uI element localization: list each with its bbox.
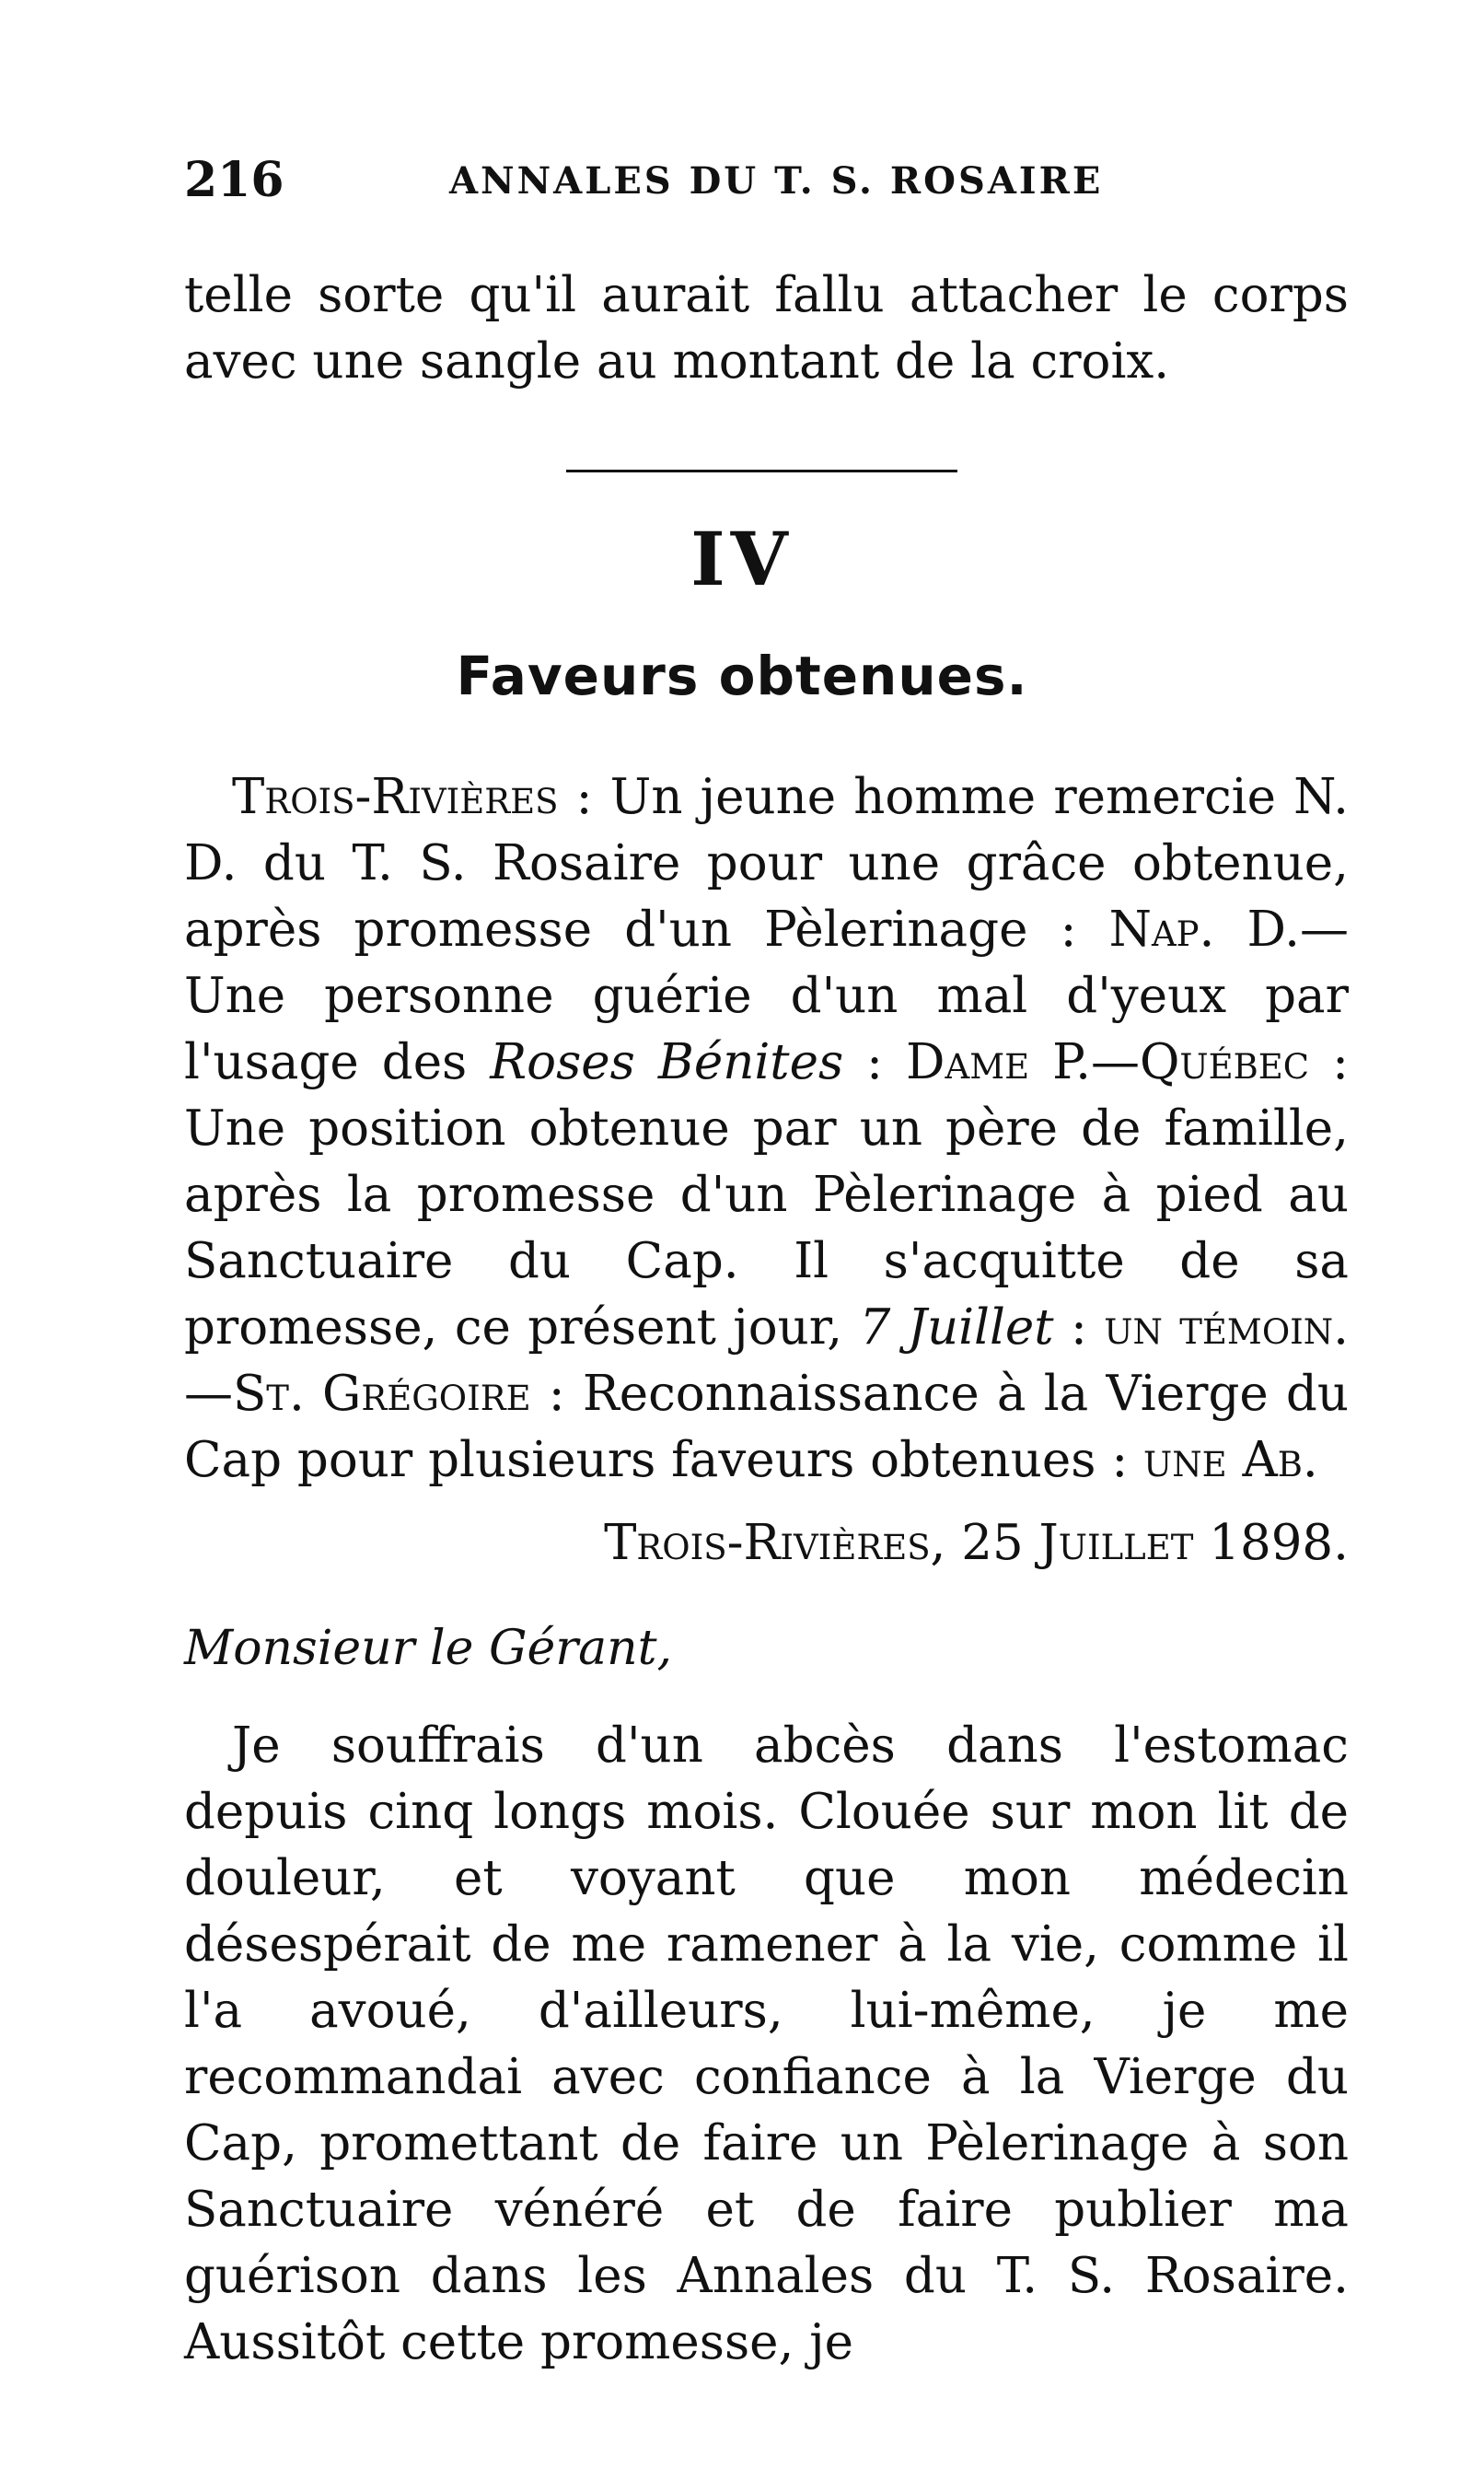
favor-4-text: : Reconnaissance à la Vierge du Cap pour plusieurs faveurs obtenues : [184,1366,1349,1488]
running-title: ANNALES DU T. S. ROSAIRE [449,159,1104,203]
place-quebec: —Québec [1090,1034,1310,1090]
favor-2-after: : [843,1034,907,1090]
favor-1-signature: Nap. D. [1108,902,1300,958]
section-number: IV [690,516,794,602]
favor-2-text: —Une personne guérie d'un mal d'yeux par l'usage des [184,902,1349,1090]
letter-salutation: Monsieur le Gérant, [184,1621,673,1676]
letter-dateline: Trois-Rivières, 25 Juillet 1898. [604,1515,1349,1571]
letter-body-paragraph [184,1713,1349,2376]
place-trois-rivieres: Trois-Rivières [232,769,559,825]
favor-2-italic: Roses Bénites [490,1034,844,1090]
favor-3-italic: 7 Juillet [859,1299,1054,1356]
intro-text: telle sorte qu'il aurait fallu attacher le corps avec une sangle au montant de la croix. [184,267,1349,390]
letter-body-text: Je souffrais d'un abcès dans l'estomac depuis cinq longs mois. Clouée sur mon lit de douleur, et voyant que mon médecin désespérait de me ramener à la vie, comme il l'a avoué, d'ailleurs, lui-même, je me recommandai avec confiance à la Vierge du Cap, promettant de faire un Pèlerinage à son Sanctuaire vénéré et de faire publier ma guérison dans les Annales du T. S. Rosaire. Aussitôt cette promesse, je [184,1717,1349,2370]
page-number: 216 [184,152,284,208]
favor-3-text: : Une position obtenue par un père de famille, après la promesse d'un Pèlerinage à pied au Sanctuaire du Cap. Il s'acquitte de sa promesse, ce présent jour, [184,1034,1349,1356]
favor-2-signature: Dame P. [906,1034,1091,1090]
favor-4-signature: une Ab. [1143,1432,1318,1488]
place-st-gregoire: —St. Grégoire [184,1366,531,1422]
intro-paragraph [184,262,1349,395]
favors-text [184,764,1349,1494]
section-title: Faveurs obtenues. [456,645,1028,707]
favor-3-after: : [1053,1299,1105,1356]
running-head [184,152,1372,216]
favors-paragraph [184,764,1349,1494]
section-divider [566,470,957,472]
favor-1-text: : Un jeune homme remercie N. D. du T. S. Rosaire pour une grâce obtenue, après promesse d'un Pèlerinage : [184,769,1349,958]
favor-3-signature: un témoin. [1104,1299,1349,1356]
